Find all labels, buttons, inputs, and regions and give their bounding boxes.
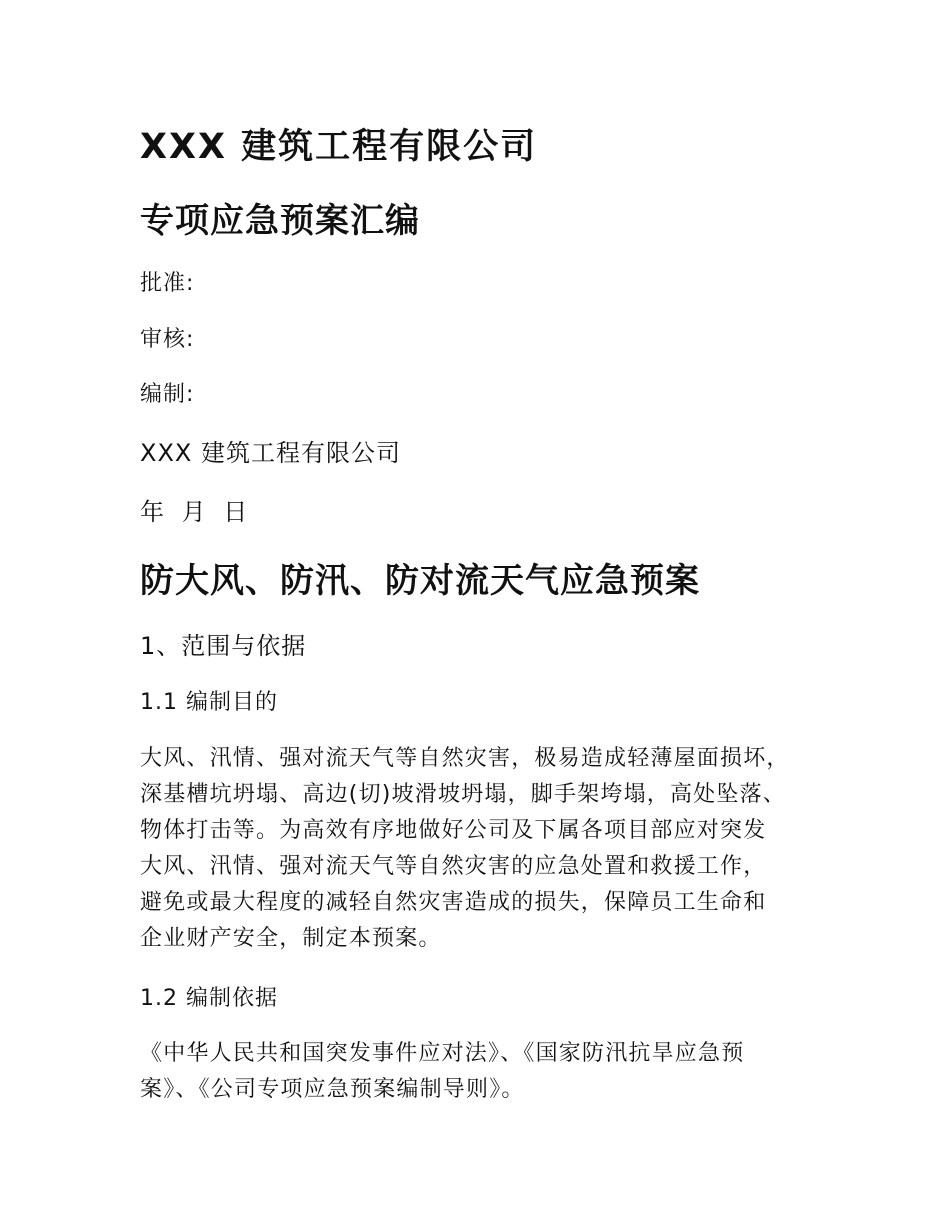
paragraph-line: 《中华人民共和国突发事件应对法》、《国家防汛抗旱应急预 [140,1041,745,1066]
chapter-title: 防大风、防汛、防对流天气应急预案 [140,561,700,601]
paragraph-line: 物体打击等。为高效有序地做好公司及下属各项目部应对突发 [140,818,767,843]
section-1-1-heading: 1.1 编制目的 [140,690,278,715]
compile-label: 编制: [140,382,195,407]
paragraph-line: 深基槽坑坍塌、高边(切)坡滑坡坍塌，脚手架垮塌，高处坠落、 [140,782,786,807]
section-1-heading: 1、范围与依据 [140,632,307,660]
paragraph-line: 大风、汛情、强对流天气等自然灾害，极易造成轻薄屋面损坏， [140,746,790,771]
paragraph-line: 企业财产安全，制定本预案。 [140,926,442,951]
approve-label: 批准: [140,271,195,296]
company-footer: XXX 建筑工程有限公司 [140,439,401,467]
document-title: 专项应急预案汇编 [140,201,420,241]
date-line: 年 月 日 [140,498,249,526]
section-1-2-paragraph [140,1036,830,1108]
company-title: XXX 建筑工程有限公司 [140,127,538,167]
paragraph-line: 案》、《公司专项应急预案编制导则》。 [140,1077,525,1102]
section-1-2-heading: 1.2 编制依据 [140,986,278,1011]
section-1-1-paragraph [140,741,830,957]
paragraph-line: 避免或最大程度的减轻自然灾害造成的损失，保障员工生命和 [140,890,767,915]
review-label: 审核: [140,327,195,352]
paragraph-line: 大风、汛情、强对流天气等自然灾害的应急处置和救援工作， [140,854,767,879]
